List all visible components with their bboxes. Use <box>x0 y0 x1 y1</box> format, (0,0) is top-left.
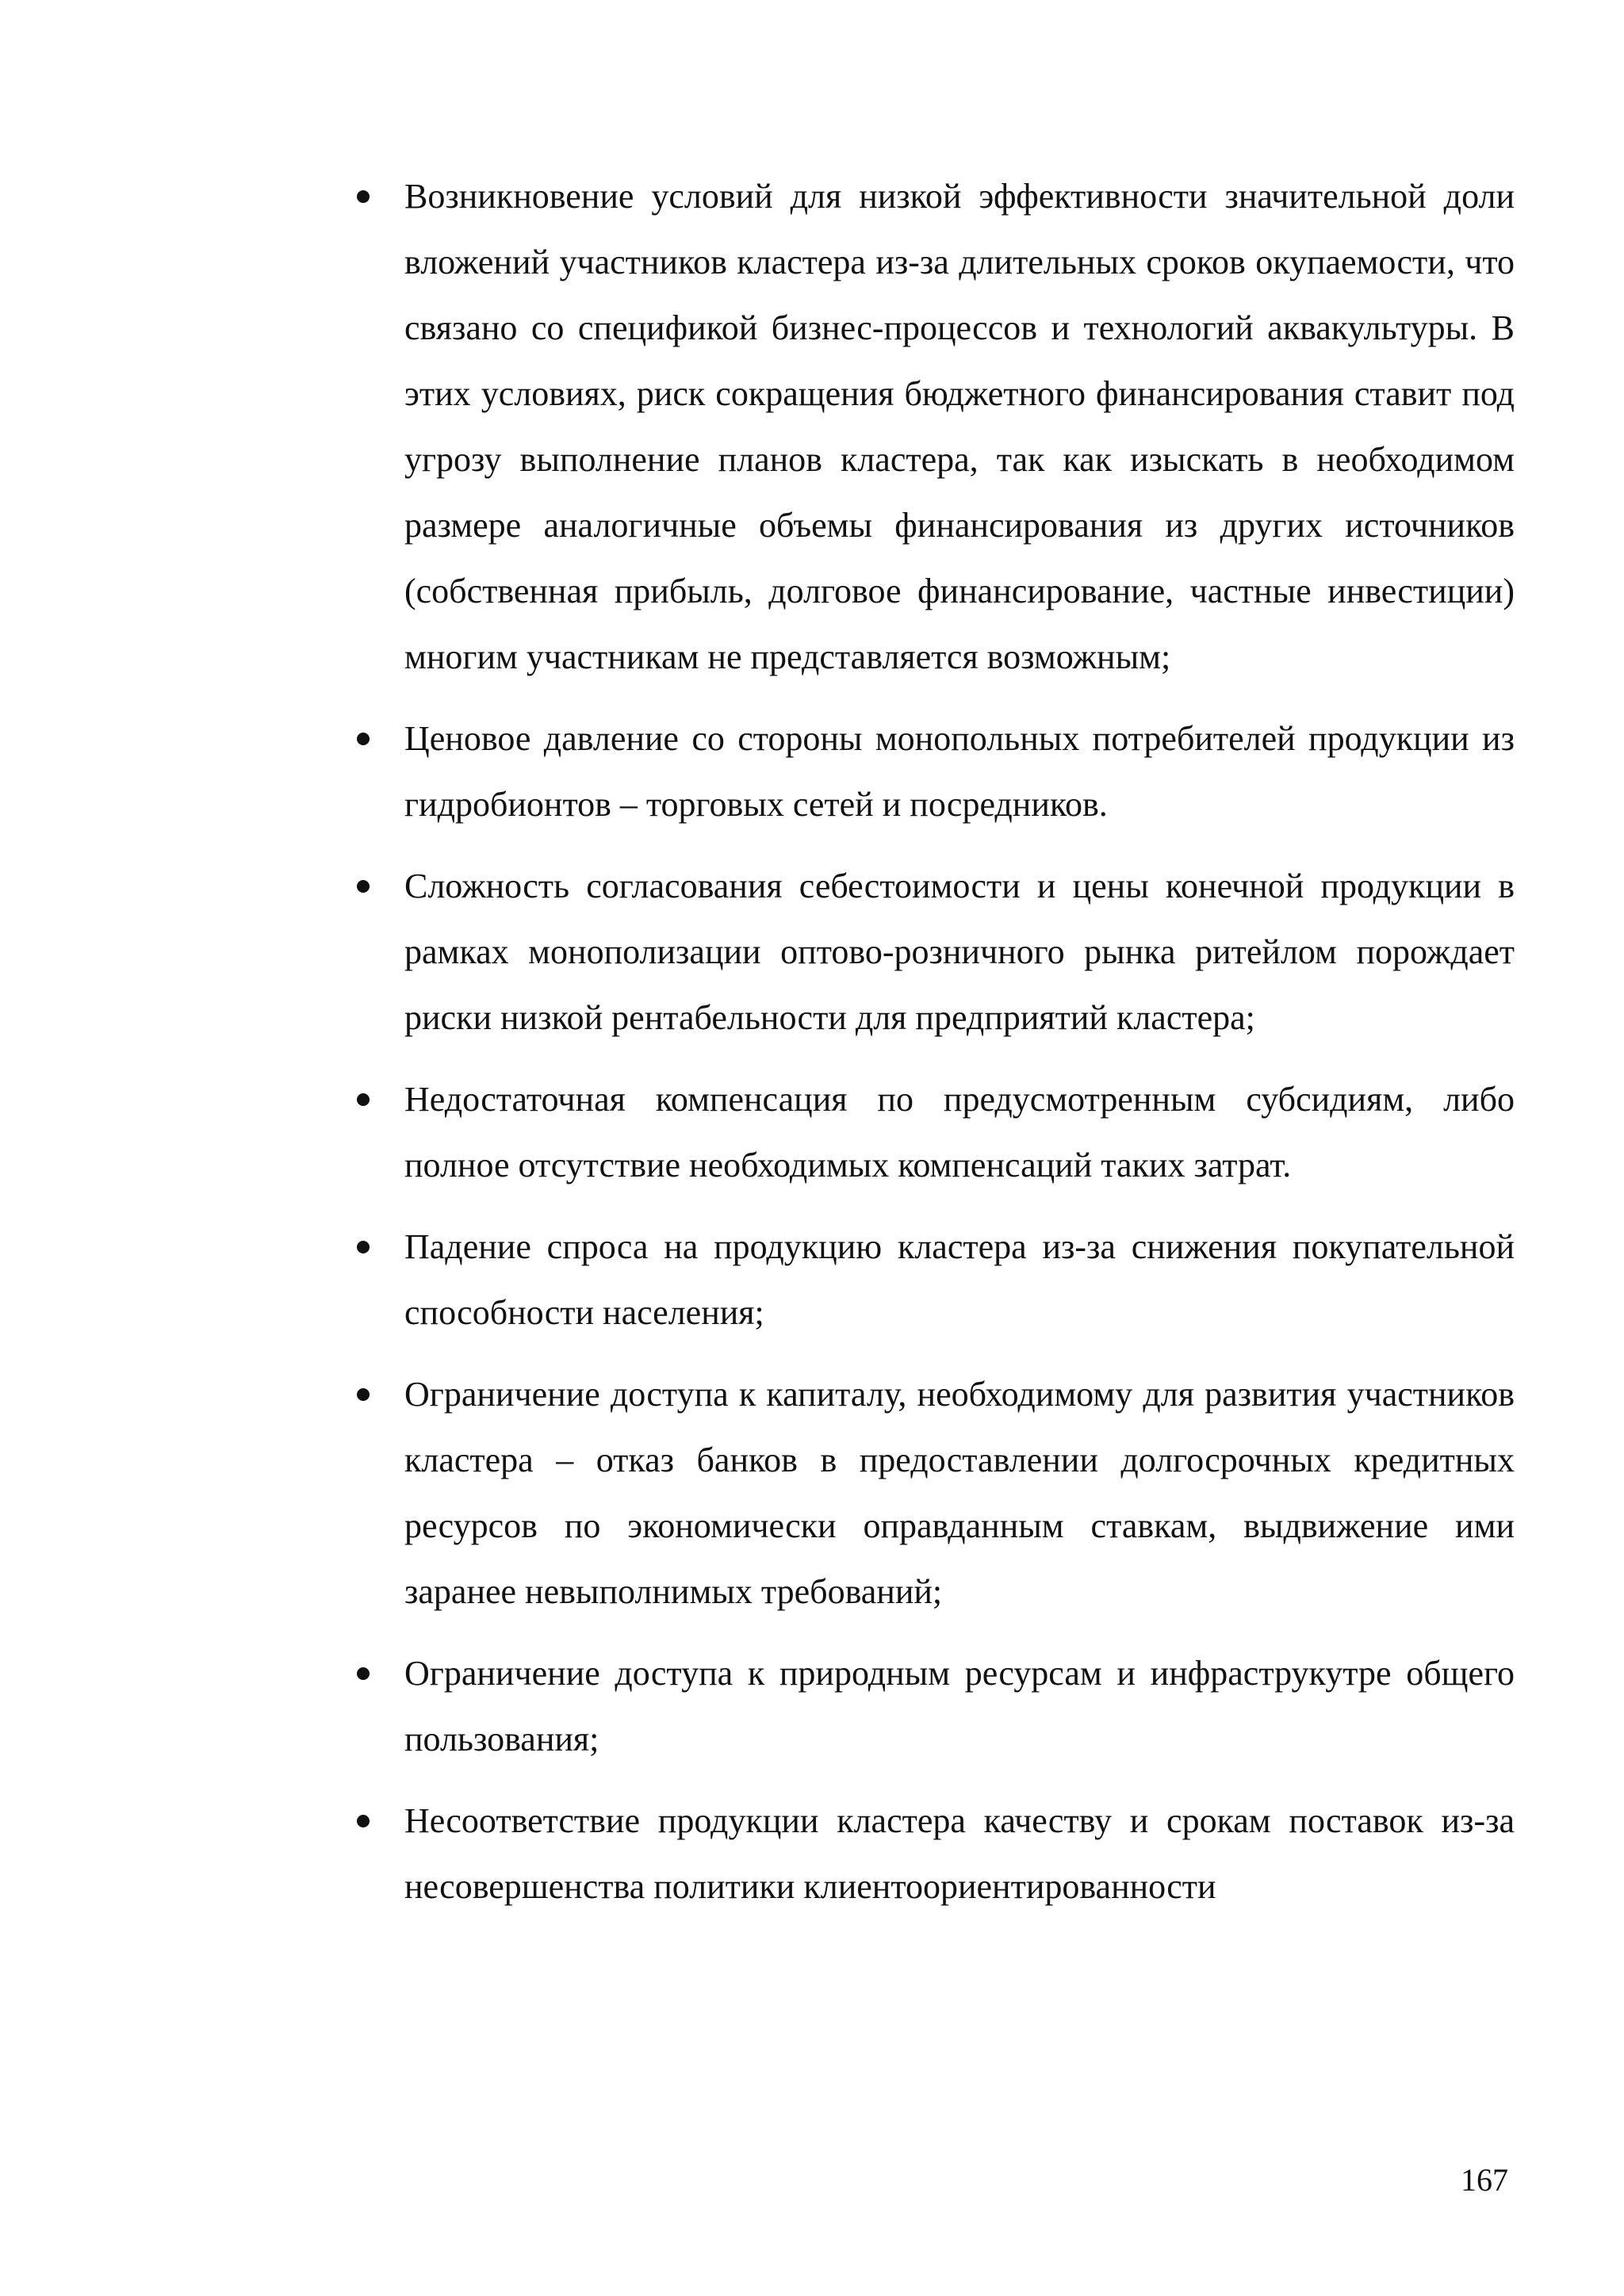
list-item-text: Несоответствие продукции кластера качеству и срокам поставок из-за несовершенства политики клиентоориентированности <box>404 1801 1515 1906</box>
list-item-text: Ценовое давление со стороны монопольных потребителей продукции из гидробионтов – торговых сетей и посредников. <box>404 719 1515 824</box>
list-item-text: Ограничение доступа к капиталу, необходимому для развития участников кластера – отказ банков в предоставлении долгосрочных кредитных ресурсов по экономически оправданным ставкам, выдвижение ими заранее невыполнимых требований; <box>404 1375 1515 1611</box>
list-item-text: Возникновение условий для низкой эффективности значительной доли вложений участников кластера из-за длительных сроков окупаемости, что связано со спецификой бизнес-процессов и технологий аквакультуры. В этих условиях, риск сокращения бюджетного финансирования ставит под угрозу выполнение планов кластера, так как изыскать в необходимом размере аналогичные объемы финансирования из других источников (собственная прибыль, долговое финансирование, частные инвестиции) многим участникам не представляется возможным; <box>404 177 1515 676</box>
bullet-icon <box>357 733 370 745</box>
list-item <box>357 706 1515 837</box>
list-item-text: Ограничение доступа к природным ресурсам и инфраструкутре общего пользования; <box>404 1654 1515 1758</box>
bullet-icon <box>357 880 370 893</box>
bullet-icon <box>357 1241 370 1253</box>
list-item-text: Падение спроса на продукцию кластера из-за снижения покупательной способности населения; <box>404 1227 1515 1332</box>
list-item <box>357 163 1515 690</box>
list-item <box>357 1066 1515 1198</box>
bullet-icon <box>357 190 370 203</box>
list-item <box>357 1788 1515 1919</box>
list-item-text: Сложность согласования себестоимости и цены конечной продукции в рамках монополизации оптово-розничного рынка ритейлом порождает риски низкой рентабельности для предприятий кластера; <box>404 867 1515 1037</box>
list-item <box>357 853 1515 1050</box>
list-item <box>357 1214 1515 1345</box>
list-item <box>357 1640 1515 1772</box>
bullet-icon <box>357 1667 370 1680</box>
page-number: 167 <box>1461 2162 1508 2198</box>
risk-bullet-list <box>357 163 1515 1935</box>
bullet-icon <box>357 1388 370 1401</box>
list-item <box>357 1361 1515 1624</box>
bullet-icon <box>357 1815 370 1827</box>
bullet-icon <box>357 1093 370 1106</box>
list-item-text: Недостаточная компенсация по предусмотренным субсидиям, либо полное отсутствие необходимых компенсаций таких затрат. <box>404 1080 1515 1184</box>
